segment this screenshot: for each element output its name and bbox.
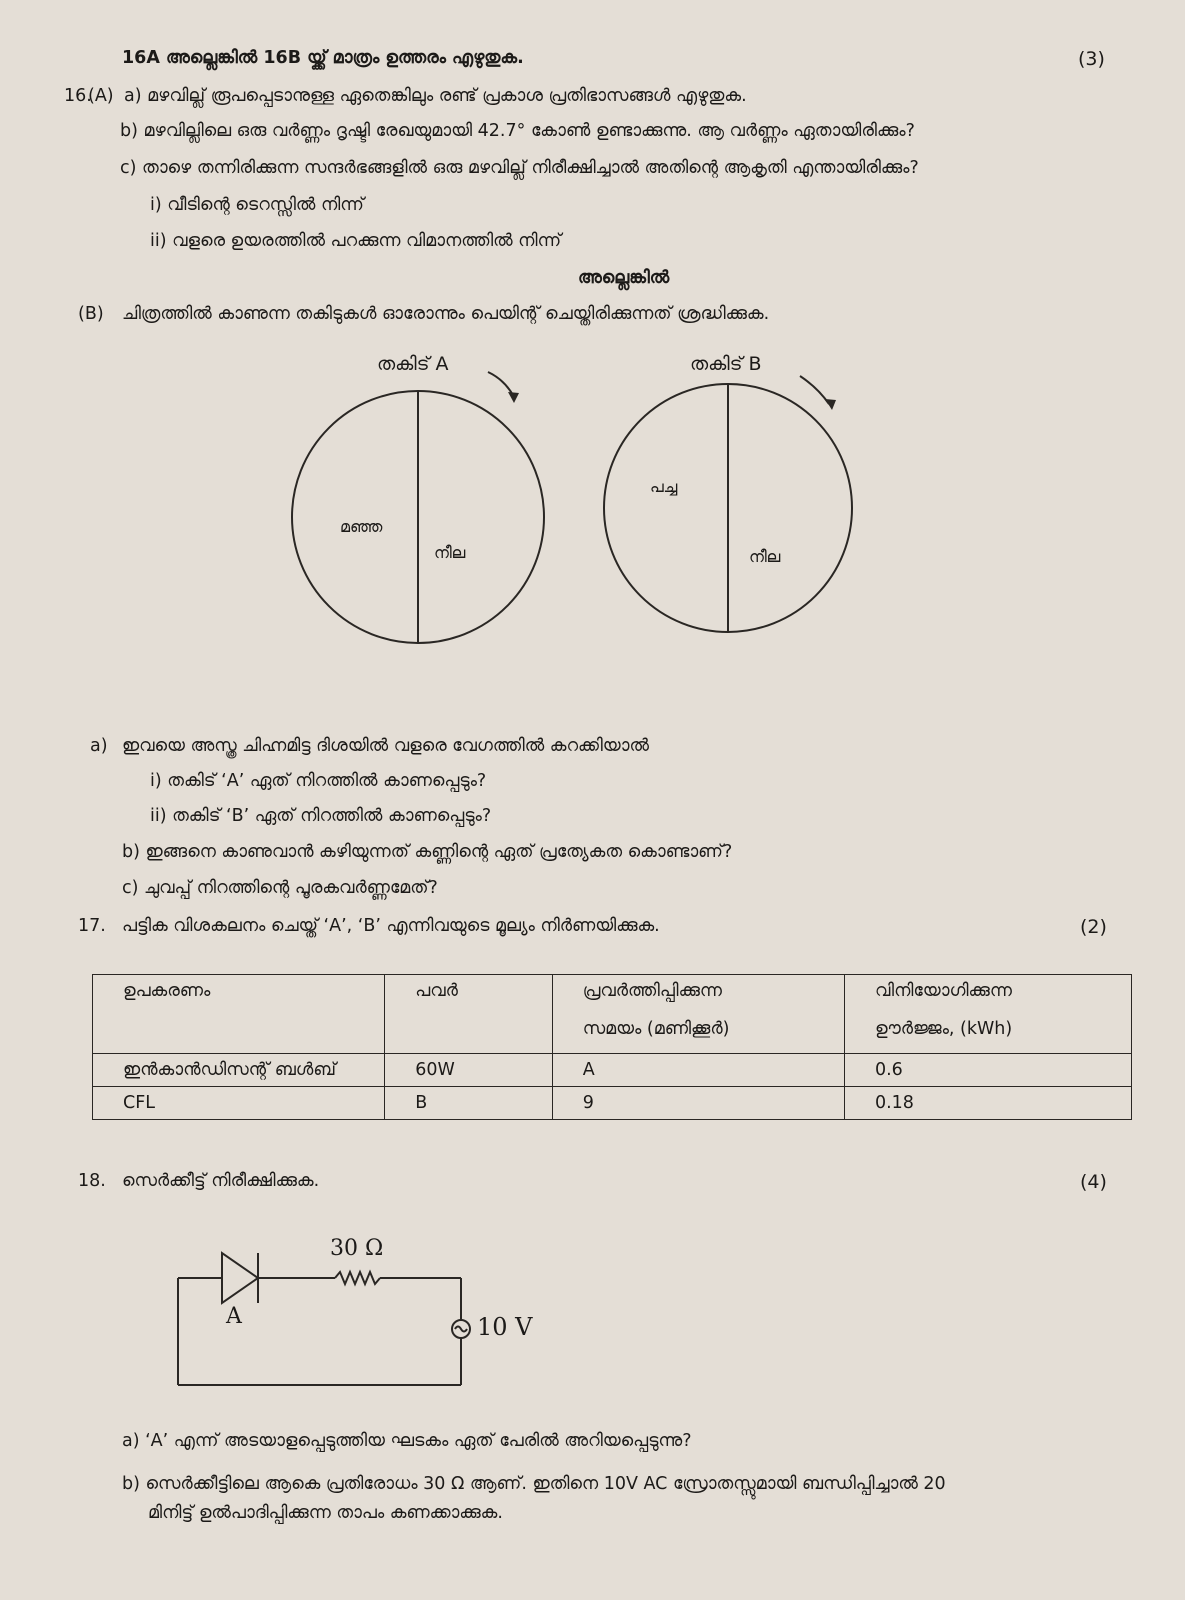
table-cell: CFL xyxy=(93,1087,385,1120)
table-cell: B xyxy=(385,1087,552,1120)
table-cell: ഇൻകാൻഡിസന്റ് ബൾബ് xyxy=(93,1054,385,1087)
table-cell: 0.6 xyxy=(844,1054,1131,1087)
disc-a-left-color: മഞ്ഞ xyxy=(340,517,383,536)
q16b-a-ii: ii) തകിട് ‘B’ ഏത് നിറത്തിൽ കാണപ്പെടും? xyxy=(150,806,492,826)
instruction: 16A അല്ലെങ്കിൽ 16B യ്ക്ക് മാത്രം ഉത്തരം എഴുതുക. xyxy=(122,48,524,68)
q16b-a-label: a) xyxy=(90,736,108,756)
disc-a-right-color: നീല xyxy=(434,543,466,562)
q16-mark: (3) xyxy=(1078,48,1105,70)
q18-b-line2: മിനിട്ട് ഉൽപാദിപ്പിക്കുന്ന താപം കണക്കാക്കുക. xyxy=(148,1503,503,1523)
table-row xyxy=(93,1054,1132,1087)
q18-mark: (4) xyxy=(1080,1171,1107,1193)
q16b-b: b) ഇങ്ങനെ കാണുവാൻ കഴിയുന്നത് കണ്ണിന്റെ ഏത് പ്രത്യേകത കൊണ്ടാണ്? xyxy=(122,842,733,862)
q18-number: 18. xyxy=(78,1171,106,1191)
q16b-c: c) ചുവപ്പ് നിറത്തിന്റെ പൂരകവർണ്ണമേത്? xyxy=(122,878,438,898)
or-label: അല്ലെങ്കിൽ xyxy=(578,268,670,288)
table-header-cell: ഉപകരണം xyxy=(93,975,385,1054)
table-row xyxy=(93,1087,1132,1120)
q16a-c: c) താഴെ തന്നിരിക്കുന്ന സന്ദർഭങ്ങളിൽ ഒരു മഴവില്ല് നിരീക്ഷിച്ചാൽ അതിന്റെ ആകൃതി എന്തായിരിക്കും? xyxy=(120,158,919,178)
q16a-b: b) മഴവില്ലിലെ ഒരു വർണ്ണം ദൃഷ്ടി രേഖയുമായി 42.7° കോൺ ഉണ്ടാക്കുന്നു. ആ വർണ്ണം ഏതായിരിക്കും? xyxy=(120,121,915,141)
circuit-diagram xyxy=(178,1253,470,1385)
q16a-a: a) മഴവില്ല് രൂപപ്പെടാനുള്ള ഏതെങ്കിലും രണ്ട് പ്രകാശ പ്രതിഭാസങ്ങൾ എഴുതുക. xyxy=(124,86,747,106)
q16-part-a-label: (A) xyxy=(88,86,114,106)
table-cell: 60W xyxy=(385,1054,552,1087)
table-header-cell: വിനിയോഗിക്കുന്ന ഊർജ്ജം, (kWh) xyxy=(844,975,1131,1054)
disc-b-right-color: നീല xyxy=(749,547,781,566)
q18-a: a) ‘A’ എന്ന് അടയാളപ്പെടുത്തിയ ഘടകം ഏത് പേരിൽ അറിയപ്പെടുന്നു? xyxy=(122,1431,692,1451)
q17-number: 17. xyxy=(78,916,106,936)
q16b-intro: ചിത്രത്തിൽ കാണുന്ന തകിടുകൾ ഓരോന്നും പെയിന്റ് ചെയ്തിരിക്കുന്നത് ശ്രദ്ധിക്കുക. xyxy=(122,304,770,324)
q16a-c-i: i) വീടിന്റെ ടെറസ്സിൽ നിന്ന് xyxy=(150,195,364,215)
q16-number: 16. xyxy=(64,86,92,106)
table-cell: 0.18 xyxy=(844,1087,1131,1120)
disc-b-left-color: പച്ച xyxy=(650,477,678,496)
q16-part-b-label: (B) xyxy=(78,304,104,324)
resistor-label: 30 Ω xyxy=(330,1236,384,1261)
resistor-icon xyxy=(335,1272,380,1284)
q16b-a-i: i) തകിട് ‘A’ ഏത് നിറത്തിൽ കാണപ്പെടും? xyxy=(150,771,487,791)
table-cell: A xyxy=(552,1054,844,1087)
table-header-cell: പവർ xyxy=(385,975,552,1054)
q17-mark: (2) xyxy=(1080,916,1107,938)
diode-icon xyxy=(222,1253,258,1303)
q17-text: പട്ടിക വിശകലനം ചെയ്ത് ‘A’, ‘B’ എന്നിവയുടെ മൂല്യം നിർണയിക്കുക. xyxy=(122,916,660,936)
table-cell: 9 xyxy=(552,1087,844,1120)
disc-b-arrow-icon xyxy=(800,376,829,404)
disc-b-title: തകിട് B xyxy=(690,353,762,375)
table-header-cell: പ്രവർത്തിപ്പിക്കുന്ന സമയം (മണിക്കൂർ) xyxy=(552,975,844,1054)
q16b-a: ഇവയെ അസ്ത്ര ചിഹ്നമിട്ട ദിശയിൽ വളരെ വേഗത്തിൽ കറക്കിയാൽ xyxy=(122,736,649,756)
q18-b-line1: b) സെർക്കീട്ടിലെ ആകെ പ്രതിരോധം 30 Ω ആണ്. ഇതിനെ 10V AC സ്രോതസ്സുമായി ബന്ധിപ്പിച്ചാൽ 20 xyxy=(122,1474,946,1494)
q16a-c-ii: ii) വളരെ ഉയരത്തിൽ പറക്കുന്ന വിമാനത്തിൽ നിന്ന് xyxy=(150,231,562,251)
source-label: 10 V xyxy=(477,1313,533,1341)
table-header-row xyxy=(93,975,1132,1054)
diode-label: A xyxy=(226,1304,242,1329)
q18-text: സെർക്കീട്ട് നിരീക്ഷിക്കുക. xyxy=(122,1171,320,1191)
disc-b-arrowhead-icon xyxy=(825,399,836,410)
disc-a-arrowhead-icon xyxy=(508,392,519,403)
disc-a-title: തകിട് A xyxy=(377,353,449,375)
energy-table xyxy=(92,974,1132,1120)
